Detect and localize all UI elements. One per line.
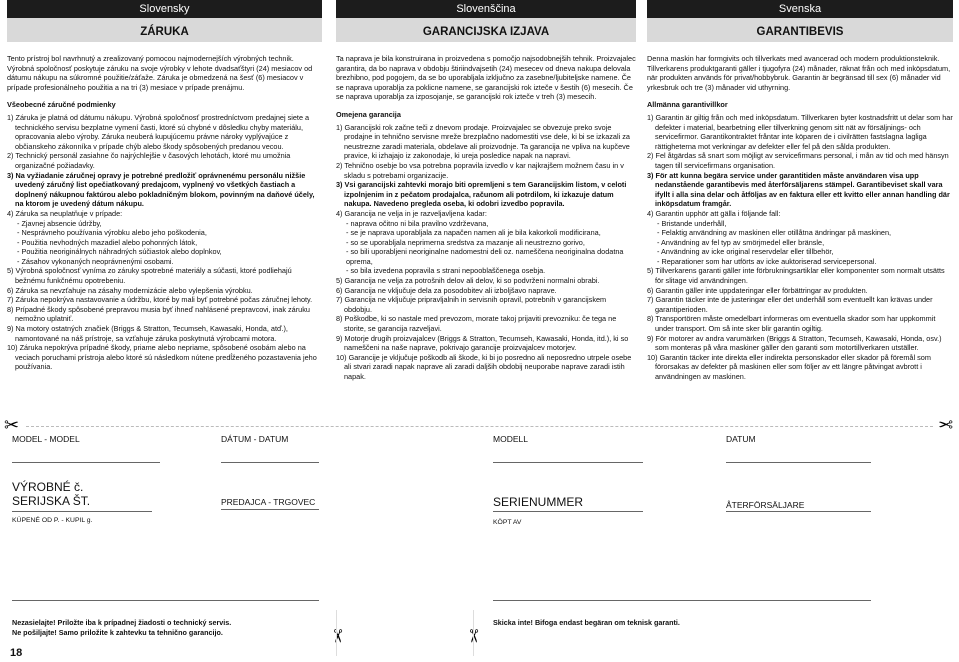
- note-line: Nezasielajte! Priložte iba k prípadnej žiadosti o technický servis.: [12, 618, 232, 627]
- list-item: 3) Na vyžiadanie záručnej opravy je potrebné predložiť oprávnenému personálu nižšie uvedený záručný list opečiatkovaný predajcom, vyplnený vo všetkých častiach a doplnený nákupnou faktúrou alebo pokladničným blokom, povinným na daňové účely, na ktorom je uvedený dátum nákupu.: [7, 170, 315, 209]
- list-item: 7) Garancija ne vključuje pripravljalnih in servisnih opravil, potrebnih v garancijskem obdobju.: [336, 295, 607, 314]
- list-item: 8) Poškodbe, ki so nastale med prevozom, morate takoj prijaviti prevozniku: če tega ne storite, se garancija razveljavi.: [336, 314, 617, 334]
- list-item: 10) Záruka nepokrýva prípadné škody, priame alebo nepriame, spôsobené osobám alebo na veciach poruchami prístroja alebo ktoré sú následkom nútene predĺženého pozastavenia jeho používania.: [7, 343, 317, 372]
- intro-paragraph: Denna maskin har formgivits och tillverkats med avancerad och modern produktionsteknik. Tillverkarens produktgaranti gäller i tjugofyra (24) månader, räknat från och med inköpsdatum, när produkten används för privat/hobbybruk. Garantin är begränsad till sex (6) månader vid yrkesbruk och tre (3) månader vid uthyrning.: [647, 54, 951, 92]
- column-slovenian: [336, 0, 636, 382]
- list-item: 1) Záruka je platná od dátumu nákupu. Výrobná spoločnosť prostredníctvom predajnej siete a technického servisu bezplatne vymení časti, ktoré sú chybné v dôsledku chyby materiálu, opracovania alebo výroby. Záruka neuberá kupujúcemu právne nároky vyplývajúce z občianskeho zákonníka v prípade chýb alebo škody spôsobených predanou vecou.: [7, 112, 310, 151]
- list-item: 1) Garancijski rok začne teči z dnevom prodaje. Proizvajalec se obvezuje preko svoje prodajne in tehnično servisne mreže brezplačno nadomestiti vse dele, ki bi se izkazali za neustrezne zaradi materiala, obdelave ali proizvodnje. Ta garancija ne vpliva na kupčeve pravice, ki izhajajo iz zakonodaje, ki ureja posledice napak na napravi.: [336, 122, 630, 161]
- date-field-line[interactable]: [221, 462, 319, 463]
- sub-item: - so bili uporabljeni neoriginalne nadomestni deli oz. nameščena neoriginalna dodatna oprema,: [346, 247, 624, 266]
- model-field-line[interactable]: [493, 462, 643, 463]
- divider: [336, 610, 337, 656]
- sub-item: - Reparationer som har utförts av icke auktoriserad servicepersonal.: [657, 256, 877, 266]
- serial-label: VÝROBNÉ č. SERIJSKA ŠT.: [12, 480, 91, 508]
- sub-item: - so se uporabljala neprimerna sredstva za mazanje ali neustrezno gorivo,: [346, 237, 585, 247]
- warranty-text: [336, 42, 636, 382]
- warranty-text: [7, 42, 322, 372]
- serial-label: SERIENUMMER: [493, 495, 584, 509]
- intro-paragraph: Ta naprava je bila konstruirana in proizvedena s pomočjo najsodobnejših tehnik. Proizvajalec garantira, da bo naprava v obdobju štiriindvajsetih (24) mesecev od dneva nakupa delovala brezhibno, pod pogojem, da se bo uporabljala izključno za zasebne/ljubiteljske namene. Če se naprava uporablja za poklicne namene, se garancijski rok izteče v šestih (6) mesecih. Če se naprava uporablja za izposojanje, se garancijski rok izteče v treh (3) mesecih.: [336, 54, 636, 102]
- list-item: 4) Garancija ne velja in je razveljavljena kadar:: [336, 208, 487, 218]
- sub-item: - Zjavnej absencie údržby,: [17, 218, 102, 228]
- page-number: 18: [10, 647, 23, 659]
- sub-item: - naprava očitno ni bila pravilno vzdrževana,: [346, 218, 489, 228]
- subsection-heading: Všeobecné záručné podmienky: [7, 100, 116, 110]
- do-not-send-note: Skicka inte! Bifoga endast begäran om teknisk garanti.: [493, 618, 680, 627]
- sub-item: - Bristande underhåll,: [657, 218, 727, 228]
- divider: [473, 610, 474, 656]
- scissors-icon: ✂: [4, 415, 20, 435]
- list-item: 8) Prípadné škody spôsobené prepravou musia byť ihneď nahlásené prepravcovi, inak záruku nemožno uplatniť.: [7, 304, 310, 324]
- language-header: Svenska: [647, 0, 953, 18]
- list-item: 10) Garantin täcker inte direkta eller indirekta personskador eller skador på föremål som förorsakas av defekter på maskinen eller som följer av ett längre påtvingat avbrott i användningen av maskinen.: [647, 352, 931, 381]
- cut-line: [26, 426, 933, 427]
- sub-item: - Användning av fel typ av smörjmedel eller bränsle,: [657, 237, 825, 247]
- bought-by-label: KÖPT AV: [493, 519, 522, 526]
- sub-item: - Nesprávneho používania výrobku alebo jeho poškodenia,: [17, 228, 207, 238]
- bought-from-label: KÚPENÉ OD P. - KUPIL g.: [12, 517, 93, 524]
- list-item: 7) Záruka nepokrýva nastavovanie a údržbu, ktoré by mali byť potrebné počas záručnej lehoty.: [7, 295, 313, 305]
- list-item: 3) För att kunna begära service under garantitiden måste användaren visa upp nedanstående garantibevis med återförsäljarens stämpel. Garantibeviset skall vara ifyllt i alla sina delar och åtföljas av en faktura eller ett kvitto eller annan handling där inköpsdatum framgår.: [647, 170, 950, 209]
- section-title: GARANCIJSKA IZJAVA: [336, 18, 636, 42]
- sub-item: - Zásahov vykonaných neoprávnenými osobami.: [17, 256, 174, 266]
- list-item: 5) Tillverkarens garanti gäller inte förbrukningsartiklar eller komponenter som normalt utsätts för slitage vid användningen.: [647, 266, 945, 286]
- list-item: 9) För motorer av andra varumärken (Briggs & Stratton, Tecumseh, Kawasaki, Honda, osv.) som monteras på våra maskiner gäller den garanti som motortillverkaren utställer.: [647, 333, 942, 353]
- list-item: 6) Záruka sa nevzťahuje na zásahy modernizácie alebo vylepšenia výrobku.: [7, 285, 253, 295]
- sub-item: - se je naprava uporabljala za napačen namen ali je bila kakorkoli modificirana,: [346, 228, 601, 238]
- list-item: 5) Garancija ne velja za potrošnih delov ali delov, ki so podvrženi normalni obrabi.: [336, 276, 600, 286]
- list-item: 4) Záruka sa neuplatňuje v prípade:: [7, 208, 123, 218]
- scissors-icon: ✂: [463, 628, 484, 644]
- sub-item: - Användning av icke original reservdelar eller tillbehör,: [657, 247, 834, 257]
- list-item: 5) Výrobná spoločnosť vyníma zo záruky spotrebné materiály a súčasti, ktoré podliehajú bežnému funkčnému opotrebeniu.: [7, 266, 292, 286]
- model-label: MODEL - MODEL: [12, 434, 80, 444]
- model-label: MODELL: [493, 434, 528, 444]
- bought-from-field-line[interactable]: [12, 600, 319, 601]
- dealer-field-line[interactable]: [221, 509, 319, 510]
- column-swedish: [647, 0, 953, 382]
- list-item: 2) Technický personál zasiahne čo najrýchlejšie v časových lehotách, ktoré mu umožnia organizačné požiadavky.: [7, 151, 291, 170]
- bought-by-field-line[interactable]: [493, 600, 871, 601]
- date-label: DÁTUM - DATUM: [221, 434, 289, 444]
- sub-item: - Použitia nevhodných mazadiel alebo pohonných látok,: [17, 237, 198, 247]
- list-item: 2) Tehnično osebje bo vsa potrebna popravila izvedlo v kar najkrajšem možnem času in v skladu s potrebami organizacije.: [336, 160, 624, 180]
- list-item: 2) Fel åtgärdas så snart som möjligt av servicefirmans personal, i mån av tid och med hänsyn tagen till servicefirmans organisation.: [647, 151, 949, 170]
- scissors-icon: ✂: [938, 415, 954, 435]
- dealer-label: ÅTERFÖRSÄLJARE: [726, 500, 805, 510]
- intro-paragraph: Tento prístroj bol navrhnutý a zrealizovaný pomocou najmodernejších výrobných technik. Výrobná spoločnosť poskytuje záruku na svoje výrobky v lehote dvadsaťštyri (24) mesiacov od dátumu nákupu na súkromné použitie/záťaže. Záruka je obmedzená na šesť (6) mesiacov v prípade profesionálneho použitia a na tri (3) mesiace v prípade prenájmu.: [7, 54, 313, 92]
- warranty-text: [647, 42, 953, 382]
- list-item: 3) Vsi garancijski zahtevki morajo biti opremljeni s tem Garancijskim listom, v celoti izpolnjenim in z pečatom prodajalca, računom ali potrdilom, ki izkazuje datum nakupa. Navedeno pregleda oseba, ki odobri izvedbo popravila.: [336, 180, 627, 209]
- subsection-heading: Allmänna garantivillkor: [647, 100, 728, 110]
- list-item: 7) Garantin täcker inte de justeringar eller det underhåll som eventuellt kan krävas under garantiperioden.: [647, 295, 933, 314]
- list-item: 6) Garancija ne vključuje dela za posodobitev ali izboljšavo naprave.: [336, 285, 557, 295]
- sub-item: - Felaktig användning av maskinen eller otillåtna ändringar på maskinen,: [657, 228, 892, 238]
- list-item: 10) Garancije je vključuje poškodb ali škode, ki bi jo posredno ali neposredno utrpele osebe ali stvari zaradi napak naprave ali zaradi daljših obdobij neuporabe naprave zaradi istih napak.: [336, 352, 632, 381]
- subsection-heading: Omejena garancija: [336, 109, 401, 119]
- list-item: 9) Na motory ostatných značiek (Briggs & Stratton, Tecumseh, Kawasaki, Honda, atď.), namontované na náš prístroje, sa vzťahuje záruka poskytnutá výrobcami motora.: [7, 324, 288, 343]
- dealer-label: PREDAJCA - TRGOVEC: [221, 497, 316, 507]
- scissors-icon: ✂: [327, 628, 348, 644]
- list-item: 4) Garantin upphör att gälla i följande fall:: [647, 208, 781, 218]
- date-field-line[interactable]: [726, 462, 871, 463]
- model-field-line[interactable]: [12, 462, 160, 463]
- note-line: Ne pošiljajte! Samo priložite k zahtevku ta tehnično garancijo.: [12, 628, 223, 637]
- language-header: Slovensky: [7, 0, 322, 18]
- list-item: 8) Transportören måste omedelbart informeras om eventuella skador som har uppkommit under transport. Om så inte sker blir garantin ogiltig.: [647, 314, 936, 334]
- sub-item: - so bila izvedena popravila s strani nepooblaščenega osebja.: [346, 266, 546, 276]
- list-item: 9) Motorje drugih proizvajalcev (Briggs & Stratton, Tecumseh, Kawasaki, Honda, itd.), ki so nameščeni na naše naprave, pokrivajo garancije proizvajalcev motorjev.: [336, 333, 629, 353]
- list-item: 1) Garantin är giltig från och med inköpsdatum. Tillverkaren byter kostnadsfritt ut delar som har defekter i material, bearbetning eller tillverkning genom sitt nät av försäljnings- och servicefirmor. Garantikontraktet fråntar inte köparen de i civilrätten fastslagna lagliga rättigheterna mot verkningar av defekter eller fel på den sålda produkten.: [647, 112, 953, 151]
- list-item: 6) Garantin gäller inte uppdateringar eller förbättringar av produkten.: [647, 285, 868, 295]
- section-title: ZÁRUKA: [7, 18, 322, 42]
- serial-field-line[interactable]: [493, 511, 643, 512]
- serial-field-line[interactable]: [12, 511, 152, 512]
- sub-item: - Použitia neoriginálnych náhradných súčiastok alebo doplnkov,: [17, 247, 222, 257]
- column-slovak: [7, 0, 322, 372]
- language-header: Slovenščina: [336, 0, 636, 18]
- date-label: DATUM: [726, 434, 756, 444]
- section-title: GARANTIBEVIS: [647, 18, 953, 42]
- dealer-field-line[interactable]: [726, 511, 871, 512]
- do-not-send-note: [12, 618, 332, 638]
